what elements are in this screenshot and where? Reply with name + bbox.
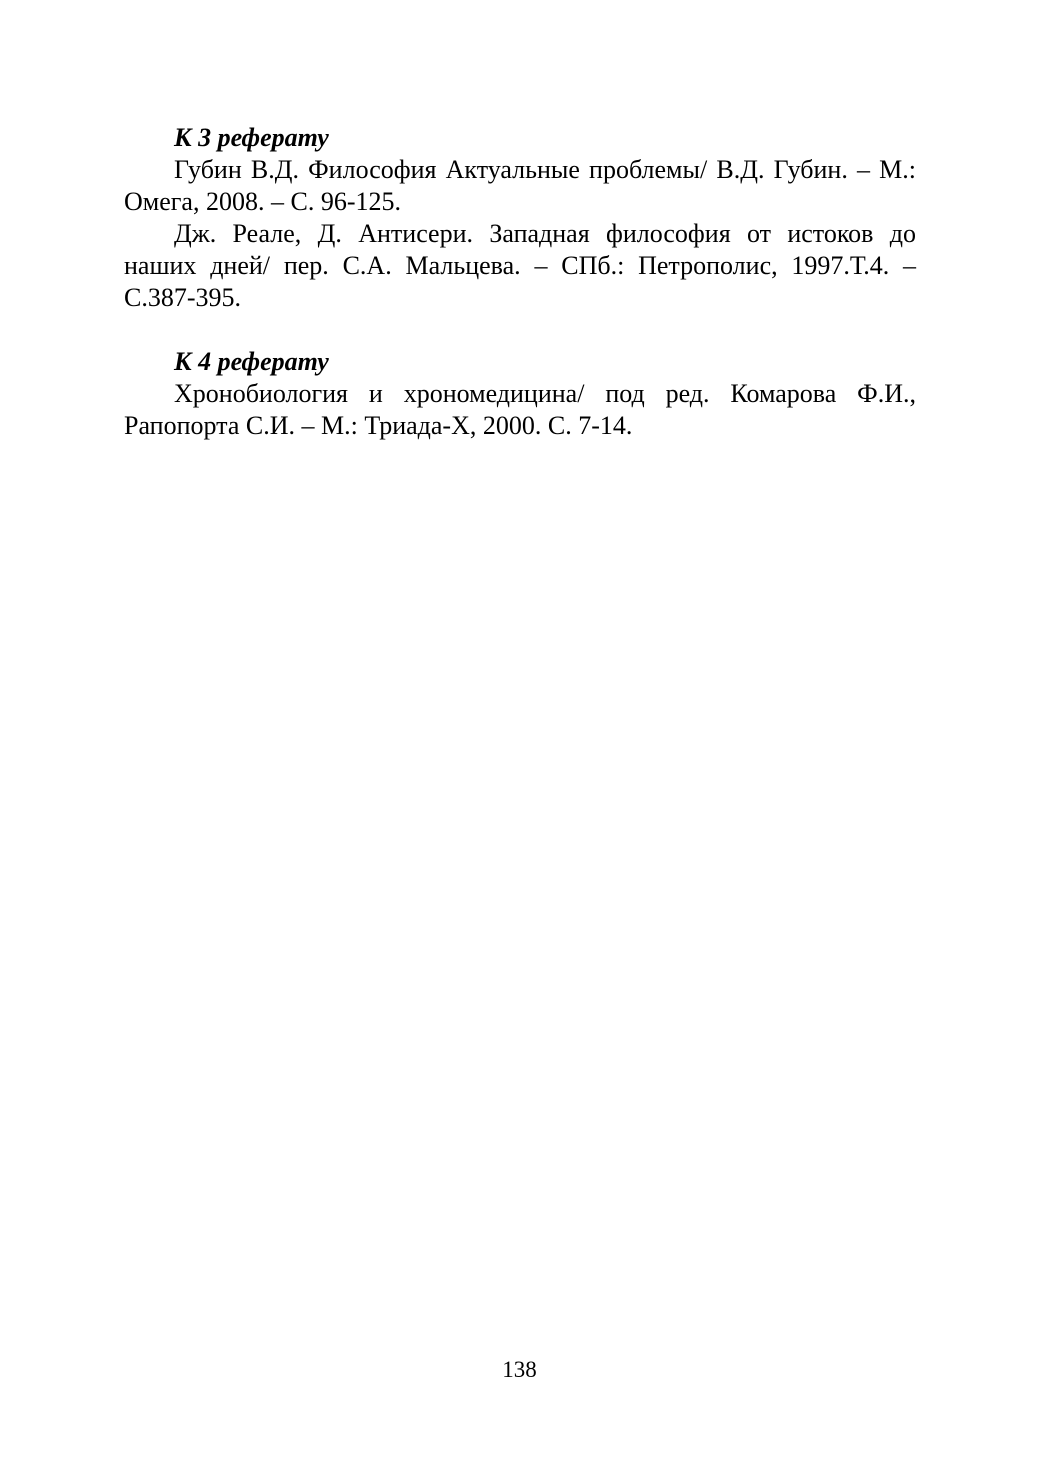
section-heading: К 3 реферату — [174, 123, 329, 152]
reference-section-3 — [124, 122, 916, 314]
reference-entry: Хронобиология и хрономедицина/ под ред. Комарова Ф.И., Рапопорта С.И. – М.: Триада-Х, 2000. С. 7-14. — [124, 379, 916, 440]
reference-section-4 — [124, 346, 916, 442]
reference-entry: Губин В.Д. Философия Актуальные проблемы/ В.Д. Губин. – М.: Омега, 2008. – С. 96-125. — [124, 155, 916, 216]
page-number: 138 — [502, 1357, 537, 1382]
document-body — [124, 122, 916, 442]
section-heading: К 4 реферату — [174, 347, 329, 376]
reference-entry: Дж. Реале, Д. Антисери. Западная философия от истоков до наших дней/ пер. С.А. Мальцева. – СПб.: Петрополис, 1997.Т.4. – С.387-395. — [124, 219, 916, 312]
